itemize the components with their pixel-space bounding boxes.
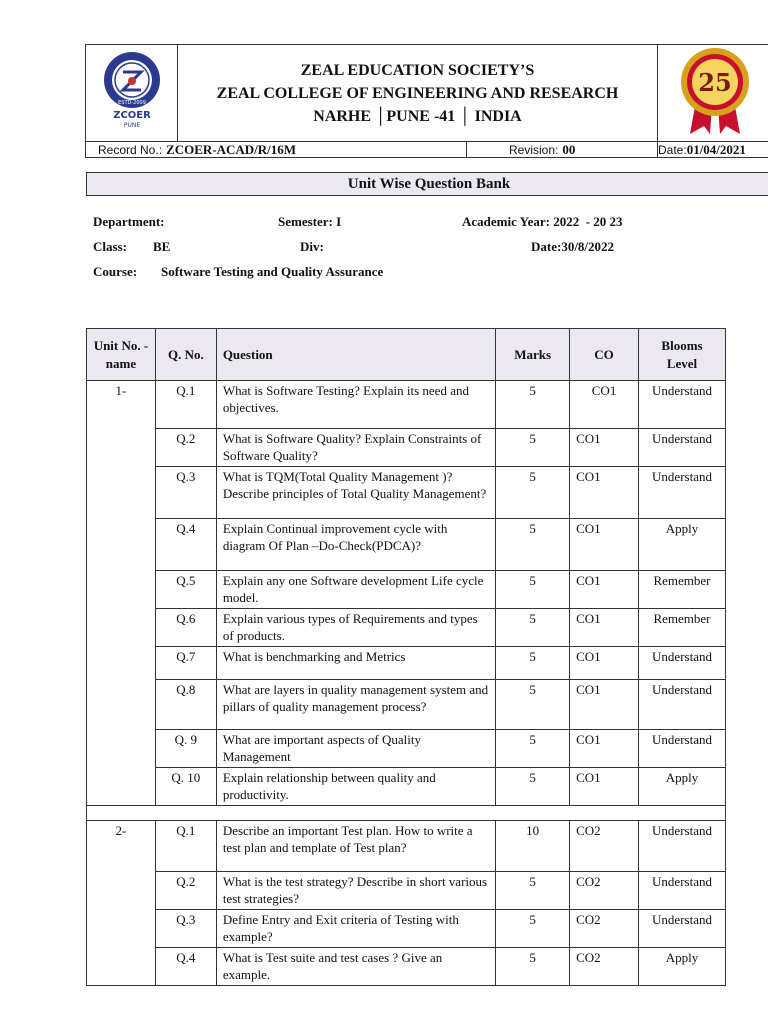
header-date-cell: [658, 142, 768, 158]
blooms-level: Understand: [639, 680, 726, 730]
question-number: Q.6: [155, 609, 216, 647]
college-logo-cell: [86, 45, 178, 142]
question-marks: 5: [496, 948, 570, 986]
anniversary-badge-cell: [658, 45, 768, 142]
svg-text:25: 25: [698, 67, 732, 97]
table-row: [87, 609, 726, 647]
question-number: Q.3: [155, 467, 216, 519]
academic-year-label: Academic Year: 2022 - 20 23: [462, 214, 623, 229]
question-number: Q.7: [155, 647, 216, 680]
table-row: [87, 571, 726, 609]
question-number: Q. 9: [155, 730, 216, 768]
blooms-level: Understand: [639, 821, 726, 872]
question-number: Q.1: [155, 821, 216, 872]
record-number-value: ZCOER-ACAD/R/16M: [166, 141, 297, 157]
blooms-level: Apply: [639, 519, 726, 571]
blooms-level: Apply: [639, 768, 726, 806]
table-row: [87, 910, 726, 948]
question-number: Q.2: [155, 429, 216, 467]
document-date: Date:30/8/2022: [531, 239, 615, 254]
blooms-level: Remember: [639, 571, 726, 609]
question-co: CO1: [570, 730, 639, 768]
table-row: [87, 467, 726, 519]
question-marks: 5: [496, 571, 570, 609]
record-number-cell: [86, 142, 467, 158]
question-table: [86, 328, 726, 986]
question-co: CO1: [570, 609, 639, 647]
question-marks: 5: [496, 429, 570, 467]
unit-2-cell: 2-: [87, 821, 156, 986]
question-text: What is TQM(Total Quality Management )? Describe principles of Total Quality Management?: [216, 467, 495, 519]
question-number: Q.3: [155, 910, 216, 948]
question-number: Q.4: [155, 948, 216, 986]
table-row: [87, 429, 726, 467]
svg-text:ESTD-2009: ESTD-2009: [117, 99, 146, 106]
unit-header: Unit No. - name: [87, 329, 156, 381]
question-number: Q.1: [155, 381, 216, 429]
question-text: Explain relationship between quality and productivity.: [216, 768, 495, 806]
question-co: CO2: [570, 821, 639, 872]
question-text: What is Software Quality? Explain Constraints of Software Quality?: [216, 429, 495, 467]
revision-value: 00: [562, 141, 576, 157]
blooms-level: Understand: [639, 467, 726, 519]
blooms-level: Apply: [639, 948, 726, 986]
department-label: Department:: [93, 214, 165, 229]
blooms-level: Understand: [639, 647, 726, 680]
table-row: [87, 768, 726, 806]
table-header-row: [87, 329, 726, 381]
question-co: CO1: [570, 571, 639, 609]
header-date-value: 01/04/2021: [686, 141, 746, 157]
question-text: What are layers in quality management system and pillars of quality management process?: [216, 680, 495, 730]
question-marks: 5: [496, 647, 570, 680]
revision-cell: [467, 142, 658, 158]
question-marks: 10: [496, 821, 570, 872]
question-marks: 5: [496, 467, 570, 519]
question-text: Describe an important Test plan. How to write a test plan and template of Test plan?: [216, 821, 495, 872]
table-row: [87, 730, 726, 768]
question-text: Explain various types of Requirements and types of products.: [216, 609, 495, 647]
question-co: CO2: [570, 948, 639, 986]
question-bank-title: Unit Wise Question Bank: [86, 172, 768, 196]
college-address: NARHE │PUNE -41 │ INDIA: [313, 107, 522, 125]
header-date-label: Date:: [658, 142, 687, 157]
question-marks: 5: [496, 609, 570, 647]
question-marks: 5: [496, 872, 570, 910]
question-co: CO1: [570, 467, 639, 519]
question-marks: 5: [496, 730, 570, 768]
question-co: CO1: [570, 768, 639, 806]
blooms-level: Understand: [639, 381, 726, 429]
question-text: Define Entry and Exit criteria of Testing with example?: [216, 910, 495, 948]
blooms-level: Understand: [639, 730, 726, 768]
record-number-label: Record No.:: [98, 142, 163, 157]
semester-label: Semester: I: [278, 214, 342, 229]
table-row: [87, 647, 726, 680]
question-number: Q. 10: [155, 768, 216, 806]
college-name: ZEAL COLLEGE OF ENGINEERING AND RESEARCH: [216, 84, 619, 102]
blooms-header: Blooms Level: [639, 329, 726, 381]
question-marks: 5: [496, 680, 570, 730]
blooms-level: Remember: [639, 609, 726, 647]
document-header: [85, 44, 768, 158]
question-co: CO2: [570, 872, 639, 910]
class-value: BE: [153, 239, 171, 254]
question-number: Q.5: [155, 571, 216, 609]
table-row: [87, 519, 726, 571]
anniversary-25-badge-icon: [674, 46, 756, 136]
unit-separator-cell: [87, 806, 726, 821]
question-co: CO1: [570, 647, 639, 680]
question-co: CO2: [570, 910, 639, 948]
zcoer-logo-icon: [102, 50, 162, 132]
course-label: Course:: [93, 264, 138, 279]
table-row: [87, 872, 726, 910]
unit-1-cell: 1-: [87, 381, 156, 806]
question-co: CO1: [570, 429, 639, 467]
table-row: [87, 821, 726, 872]
qno-header: Q. No.: [155, 329, 216, 381]
table-row: [87, 381, 726, 429]
question-number: Q.8: [155, 680, 216, 730]
marks-header: Marks: [496, 329, 570, 381]
question-marks: 5: [496, 910, 570, 948]
question-number: Q.2: [155, 872, 216, 910]
course-value: Software Testing and Quality Assurance: [161, 264, 384, 279]
co-header: CO: [570, 329, 639, 381]
svg-text:PUNE: PUNE: [123, 121, 140, 129]
unit-separator-row: [87, 806, 726, 821]
div-label: Div:: [300, 239, 324, 254]
college-title-cell: [178, 45, 658, 142]
revision-label: Revision:: [509, 142, 559, 157]
question-text: What is benchmarking and Metrics: [216, 647, 495, 680]
question-text: What is Software Testing? Explain its need and objectives.: [216, 381, 495, 429]
society-name: ZEAL EDUCATION SOCIETY’S: [300, 61, 535, 79]
svg-text:ZCOER: ZCOER: [112, 109, 151, 121]
question-co: CO1: [570, 519, 639, 571]
question-text: What is the test strategy? Describe in short various test strategies?: [216, 872, 495, 910]
question-marks: 5: [496, 381, 570, 429]
question-co: CO1: [570, 680, 639, 730]
blooms-level: Understand: [639, 429, 726, 467]
blooms-level: Understand: [639, 910, 726, 948]
table-row: [87, 948, 726, 986]
question-text: Explain Continual improvement cycle with diagram Of Plan –Do-Check(PDCA)?: [216, 519, 495, 571]
question-text: What are important aspects of Quality Management: [216, 730, 495, 768]
question-text: What is Test suite and test cases ? Give an example.: [216, 948, 495, 986]
question-header: Question: [216, 329, 495, 381]
blooms-level: Understand: [639, 872, 726, 910]
question-text: Explain any one Software development Life cycle model.: [216, 571, 495, 609]
question-number: Q.4: [155, 519, 216, 571]
table-row: [87, 680, 726, 730]
question-co: CO1: [570, 381, 639, 429]
question-marks: 5: [496, 768, 570, 806]
question-marks: 5: [496, 519, 570, 571]
class-label: Class:: [93, 239, 127, 254]
